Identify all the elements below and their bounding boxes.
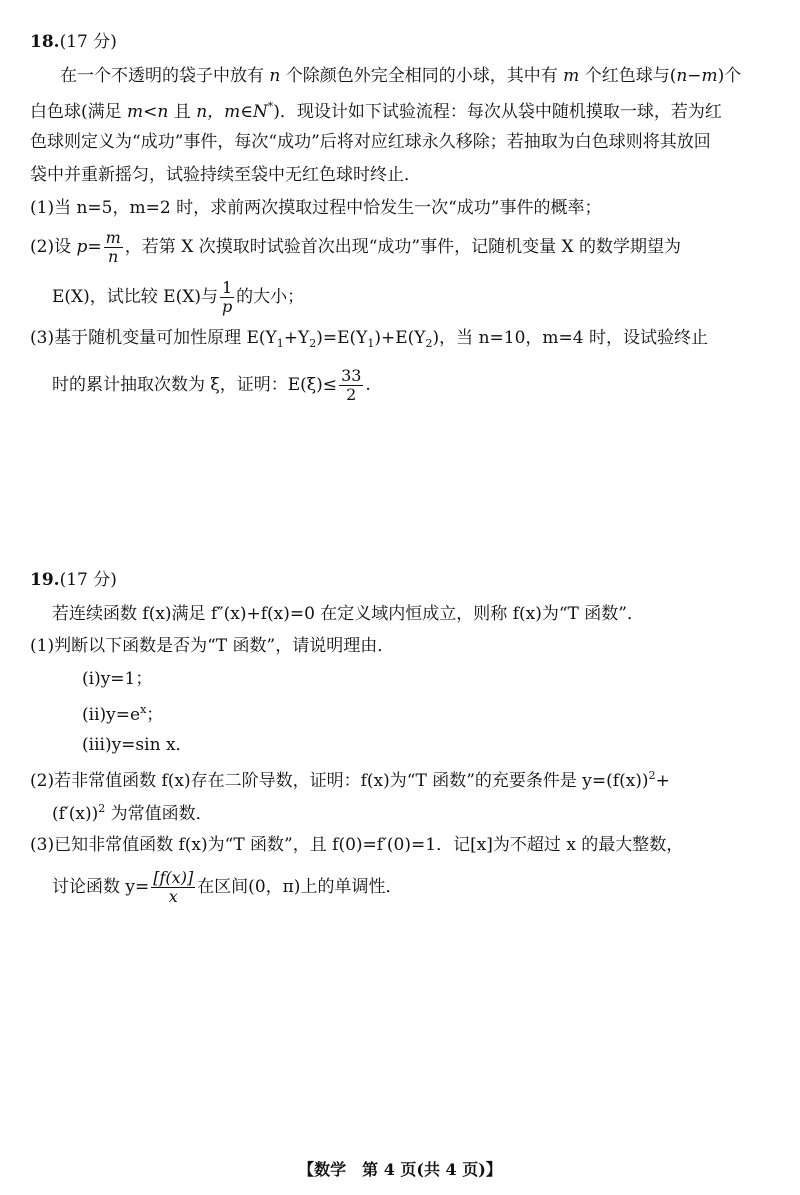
math-star: * <box>267 100 274 113</box>
fraction-denominator: 2 <box>346 385 357 404</box>
superscript: 2 <box>648 769 656 782</box>
text: )+E(Y <box>374 328 426 348</box>
text: +Y <box>283 328 310 348</box>
math-nm-in-N: n，m∈N <box>196 102 268 122</box>
text: ，若第 X 次摸取时试验首次出现“成功”事件，记随机变量 X 的数学期望为 <box>124 237 681 257</box>
problem-number: 18. <box>30 32 60 52</box>
problem-19-question-3-line-1: (3)已知非常值函数 f(x)为“T 函数”，且 f(0)=f′(0)=1．记[x]为不超过 x 的最大整数， <box>30 835 684 855</box>
text: )．现设计如下试验流程：每次从袋中随机摸取一球，若为红 <box>273 102 722 122</box>
subscript: 1 <box>367 337 375 350</box>
text: 个除颜色外完全相同的小球，其中有 <box>280 66 564 86</box>
problem-19-question-1-i: (ⅰ)y=1； <box>82 669 153 689</box>
text: 为常值函数． <box>105 804 213 824</box>
fraction-numerator: [f(x)] <box>153 868 194 887</box>
text: . <box>365 375 371 395</box>
text: ； <box>146 705 164 725</box>
fraction-33-over-2 <box>339 368 363 403</box>
text: 且 <box>168 102 197 122</box>
problem-18-intro-line-4: 袋中并重新摇匀，试验持续至袋中无红色球时终止． <box>30 165 421 185</box>
text: )=E(Y <box>316 328 368 348</box>
math-m: m <box>563 66 580 86</box>
problem-19-question-2-line-1 <box>30 770 670 790</box>
subscript: 2 <box>309 337 317 350</box>
fraction-denominator: x <box>168 887 178 906</box>
fraction-floor-fx-over-x <box>151 870 195 905</box>
problem-18-header <box>30 34 117 51</box>
text: (f′(x)) <box>52 804 99 824</box>
text: 个红色球与( <box>579 66 677 86</box>
fraction-numerator: m <box>105 228 121 247</box>
problem-19-question-3-line-2 <box>52 870 402 905</box>
text: 的大小； <box>236 287 305 307</box>
problem-19-question-1-ii <box>82 704 163 724</box>
text: (3)基于随机变量可加性原理 E(Y <box>30 328 277 348</box>
problem-18-question-3-line-2 <box>52 368 371 403</box>
problem-19-header <box>30 572 117 589</box>
fraction-denominator: n <box>108 247 119 266</box>
problem-18-intro-line-1 <box>60 68 741 85</box>
problem-18-question-2-line-1 <box>30 230 681 265</box>
text: E(X)，试比较 E(X)与 <box>52 287 218 307</box>
problem-score: (17 分) <box>59 570 117 590</box>
subscript: 1 <box>276 337 284 350</box>
text: (ⅱ)y=e <box>82 705 141 725</box>
text: )个 <box>717 66 742 86</box>
problem-19-intro: 若连续函数 f(x)满足 f″(x)+f(x)=0 在定义域内恒成立，则称 f(x)为“T 函数”． <box>52 604 644 624</box>
problem-18-intro-line-3: 色球则定义为“成功”事件，每次“成功”后将对应红球永久移除；若抽取为白色球则将其放回 <box>30 132 711 152</box>
math-m-lt-n: m<n <box>127 102 169 122</box>
fraction-denominator: p <box>221 297 233 316</box>
fraction-numerator: 1 <box>221 278 233 297</box>
text: (2)若非常值函数 f(x)存在二阶导数，证明：f(x)为“T 函数”的充要条件是 y=(f(x)) <box>30 771 649 791</box>
problem-18-question-3-line-1 <box>30 330 708 349</box>
text: 白色球(满足 <box>30 102 128 122</box>
text: 在一个不透明的袋子中放有 <box>60 66 270 86</box>
problem-18-question-1: (1)当 n=5，m=2 时，求前两次摸取过程中恰发生一次“成功”事件的概率； <box>30 198 602 218</box>
math-p-eq: p= <box>76 237 102 257</box>
text: )，当 n=10，m=4 时，设试验终止 <box>432 328 708 348</box>
problem-number: 19. <box>30 570 60 590</box>
superscript: x <box>140 703 147 716</box>
page-footer: 【数学 第 4 页(共 4 页)】 <box>298 1160 502 1179</box>
text: 讨论函数 y= <box>52 877 150 897</box>
text: (2)设 <box>30 237 77 257</box>
fraction-numerator: 33 <box>341 366 362 385</box>
text: 时的累计抽取次数为 ξ，证明：E(ξ)≤ <box>52 375 338 395</box>
problem-score: (17 分) <box>59 32 117 52</box>
fraction-m-over-n <box>104 230 123 265</box>
problem-18-intro-line-2 <box>30 101 722 121</box>
problem-19-question-2-line-2 <box>52 803 213 823</box>
math-n-minus-m: n−m <box>676 66 718 86</box>
problem-19-question-1-iii: (ⅲ)y=sin x． <box>82 735 193 755</box>
text: + <box>655 771 670 791</box>
math-n: n <box>269 66 281 86</box>
text: 在区间(0，π)上的单调性． <box>197 877 403 897</box>
problem-18-question-2-line-2 <box>52 280 304 315</box>
problem-19-question-1: (1)判断以下函数是否为“T 函数”，请说明理由． <box>30 636 395 656</box>
superscript: 2 <box>98 802 106 815</box>
fraction-1-over-p <box>220 280 234 315</box>
subscript: 2 <box>425 337 433 350</box>
